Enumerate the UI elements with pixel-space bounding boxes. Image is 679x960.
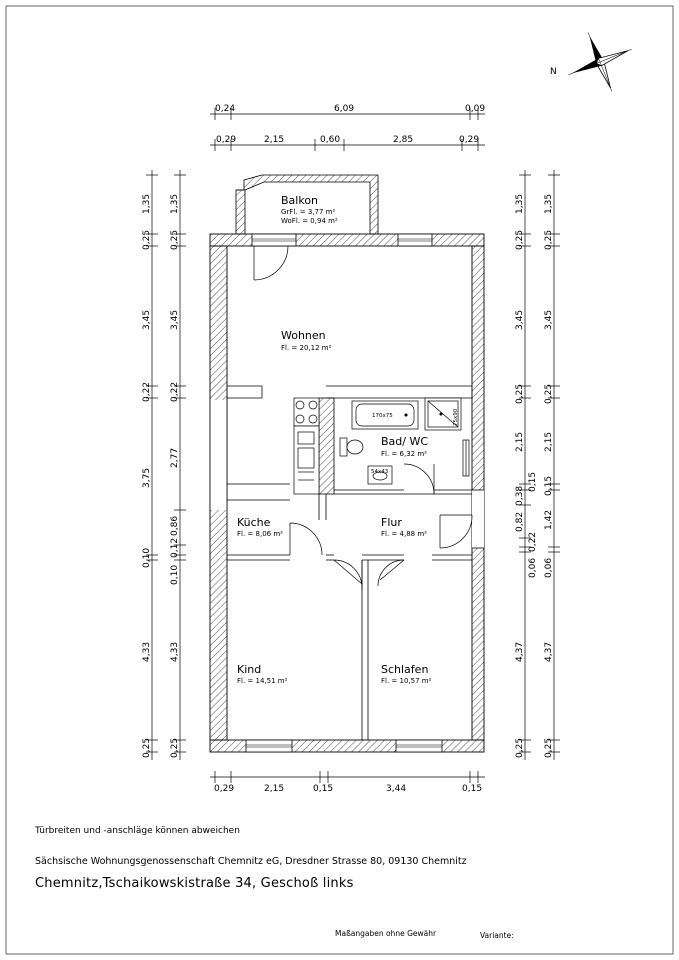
- dim-right-outer-5: 2,15: [544, 431, 554, 452]
- footer-note: Türbreiten und -anschläge können abweichen: [35, 826, 240, 836]
- room-wohnen-area: Fl. = 20,12 m²: [281, 344, 332, 352]
- room-flur-area: Fl. = 4,88 m²: [381, 530, 427, 538]
- dim-top2-e: 0,29: [459, 135, 480, 145]
- right-dim-labels: [515, 194, 554, 758]
- sink-label: 54x43: [371, 469, 389, 475]
- dim-top1-c: 0,09: [465, 104, 486, 114]
- dim-left-inner-7: 0,12: [170, 537, 180, 558]
- dim-bottom-a: 0,29: [214, 784, 235, 794]
- dim-top2-a: 0,29: [216, 135, 237, 145]
- dim-right-inner-12: 0,25: [515, 737, 525, 758]
- dim-right-outer-2: 0,25: [544, 229, 554, 250]
- dim-right-inner-11: 4,37: [515, 641, 525, 662]
- footer-company: Sächsische Wohnungsgenossenschaft Chemnitz eG, Dresdner Strasse 80, 09130 Chemnitz: [35, 856, 467, 867]
- room-kind: [237, 663, 288, 685]
- dim-left-inner-3: 3,45: [170, 309, 180, 330]
- dim-left-inner-9: 4,33: [170, 641, 180, 662]
- dimension-right-inner: [519, 170, 531, 760]
- dim-bottom-c: 0,15: [313, 784, 334, 794]
- dim-right-inner-7: 0,38: [515, 485, 525, 506]
- kitchen-counter: [294, 426, 319, 494]
- dim-left-outer-3: 3,45: [142, 309, 152, 330]
- room-kind-name: Kind: [237, 663, 262, 676]
- dim-right-inner-5: 2,15: [515, 431, 525, 452]
- footer-variant: Variante:: [480, 931, 514, 940]
- room-kind-area: Fl. = 14,51 m²: [237, 677, 288, 685]
- dim-right-inner-6: 0,15: [528, 471, 538, 492]
- dim-left-inner-4: 0,22: [170, 381, 180, 402]
- room-balkon-grfl: GrFl. = 3,77 m²: [281, 208, 336, 216]
- dim-left-outer-5: 3,75: [142, 467, 152, 488]
- window-top-right: [398, 234, 432, 246]
- dim-left-outer-1: 1,35: [142, 193, 152, 214]
- room-balkon-wofl: WoFl. = 0,94 m²: [281, 217, 338, 225]
- footer-disclaimer: Maßangaben ohne Gewähr: [335, 929, 437, 938]
- dim-top2-d: 2,85: [393, 135, 414, 145]
- compass-label: N: [550, 67, 557, 77]
- dim-right-outer-10: 0,25: [544, 737, 554, 758]
- room-kueche-name: Küche: [237, 516, 271, 529]
- dim-bottom-d: 3,44: [386, 784, 407, 794]
- dim-left-inner-8: 0,10: [170, 564, 180, 585]
- dim-right-outer-8: 0,06: [544, 557, 554, 578]
- room-balkon-name: Balkon: [281, 194, 319, 207]
- dim-left-inner-5: 2,77: [170, 447, 180, 468]
- radiator-icon: [463, 440, 469, 476]
- stove-icon: [294, 398, 319, 426]
- dim-right-outer-6: 0,15: [544, 475, 554, 496]
- room-flur-name: Flur: [381, 516, 402, 529]
- room-bad-area: Fl. = 6,32 m²: [381, 450, 427, 458]
- room-bad-name: Bad/ WC: [381, 435, 429, 448]
- room-flur: [381, 516, 427, 538]
- dimension-right-outer: [548, 170, 560, 760]
- dim-right-inner-4: 0,25: [515, 383, 525, 404]
- dim-left-inner-2: 0,25: [170, 229, 180, 250]
- room-bad: [381, 435, 428, 458]
- dim-right-outer-7: 1,42: [544, 509, 554, 530]
- room-balkon: [281, 194, 338, 225]
- dimension-bottom: [210, 771, 485, 783]
- room-wohnen: [281, 329, 332, 352]
- dim-right-outer-3: 3,45: [544, 309, 554, 330]
- left-dim-labels: [142, 194, 180, 758]
- room-schlafen: [381, 663, 432, 685]
- dimension-top-2: [210, 139, 485, 151]
- window-bottom-left: [246, 740, 292, 752]
- dim-right-inner-3: 3,45: [515, 309, 525, 330]
- dimension-left-outer: [146, 170, 158, 760]
- dim-right-outer-1: 1,35: [544, 193, 554, 214]
- dim-right-inner-2: 0,25: [515, 229, 525, 250]
- dim-right-inner-10: 0,06: [528, 557, 538, 578]
- opening-right: [472, 490, 484, 548]
- dim-right-inner-9: 0,22: [528, 531, 538, 552]
- dim-top1-a: 0,24: [215, 104, 236, 114]
- room-kueche-area: Fl. = 8,06 m²: [237, 530, 283, 538]
- dim-left-inner-10: 0,25: [170, 737, 180, 758]
- room-kueche: [237, 516, 283, 538]
- dim-left-outer-4: 0,22: [142, 381, 152, 402]
- dim-right-outer-4: 0,25: [544, 383, 554, 404]
- dim-top2-c: 0,60: [320, 135, 341, 145]
- room-wohnen-name: Wohnen: [281, 329, 326, 342]
- dim-left-inner-1: 1,35: [170, 193, 180, 214]
- dim-bottom-e: 0,15: [462, 784, 483, 794]
- bathtub-label: 170x75: [372, 413, 393, 419]
- dim-right-inner-8: 0,82: [515, 511, 525, 532]
- toilet-icon: [340, 438, 363, 456]
- compass-icon: [556, 20, 643, 105]
- dim-left-outer-6: 0,10: [142, 547, 152, 568]
- dim-top2-b: 2,15: [264, 135, 285, 145]
- window-left-kitchen: [210, 400, 227, 510]
- dim-left-outer-2: 0,25: [142, 229, 152, 250]
- window-top-left: [252, 234, 296, 246]
- footer-address: Chemnitz,Tschaikowskistraße 34, Geschoß links: [35, 876, 354, 891]
- dim-left-outer-8: 0,25: [142, 737, 152, 758]
- page-frame: [6, 6, 673, 954]
- dim-right-inner-1: 1,35: [515, 193, 525, 214]
- dim-left-inner-6: 0,86: [170, 515, 180, 536]
- dim-top1-b: 6,09: [334, 104, 355, 114]
- dim-left-outer-7: 4,33: [142, 641, 152, 662]
- room-schlafen-area: Fl. = 10,57 m²: [381, 677, 432, 685]
- dim-right-outer-9: 4,37: [544, 641, 554, 662]
- shower-label: 75x90: [453, 408, 459, 426]
- room-schlafen-name: Schlafen: [381, 663, 429, 676]
- interior-walls: [227, 386, 472, 740]
- dim-bottom-b: 2,15: [264, 784, 285, 794]
- window-bottom-right: [396, 740, 442, 752]
